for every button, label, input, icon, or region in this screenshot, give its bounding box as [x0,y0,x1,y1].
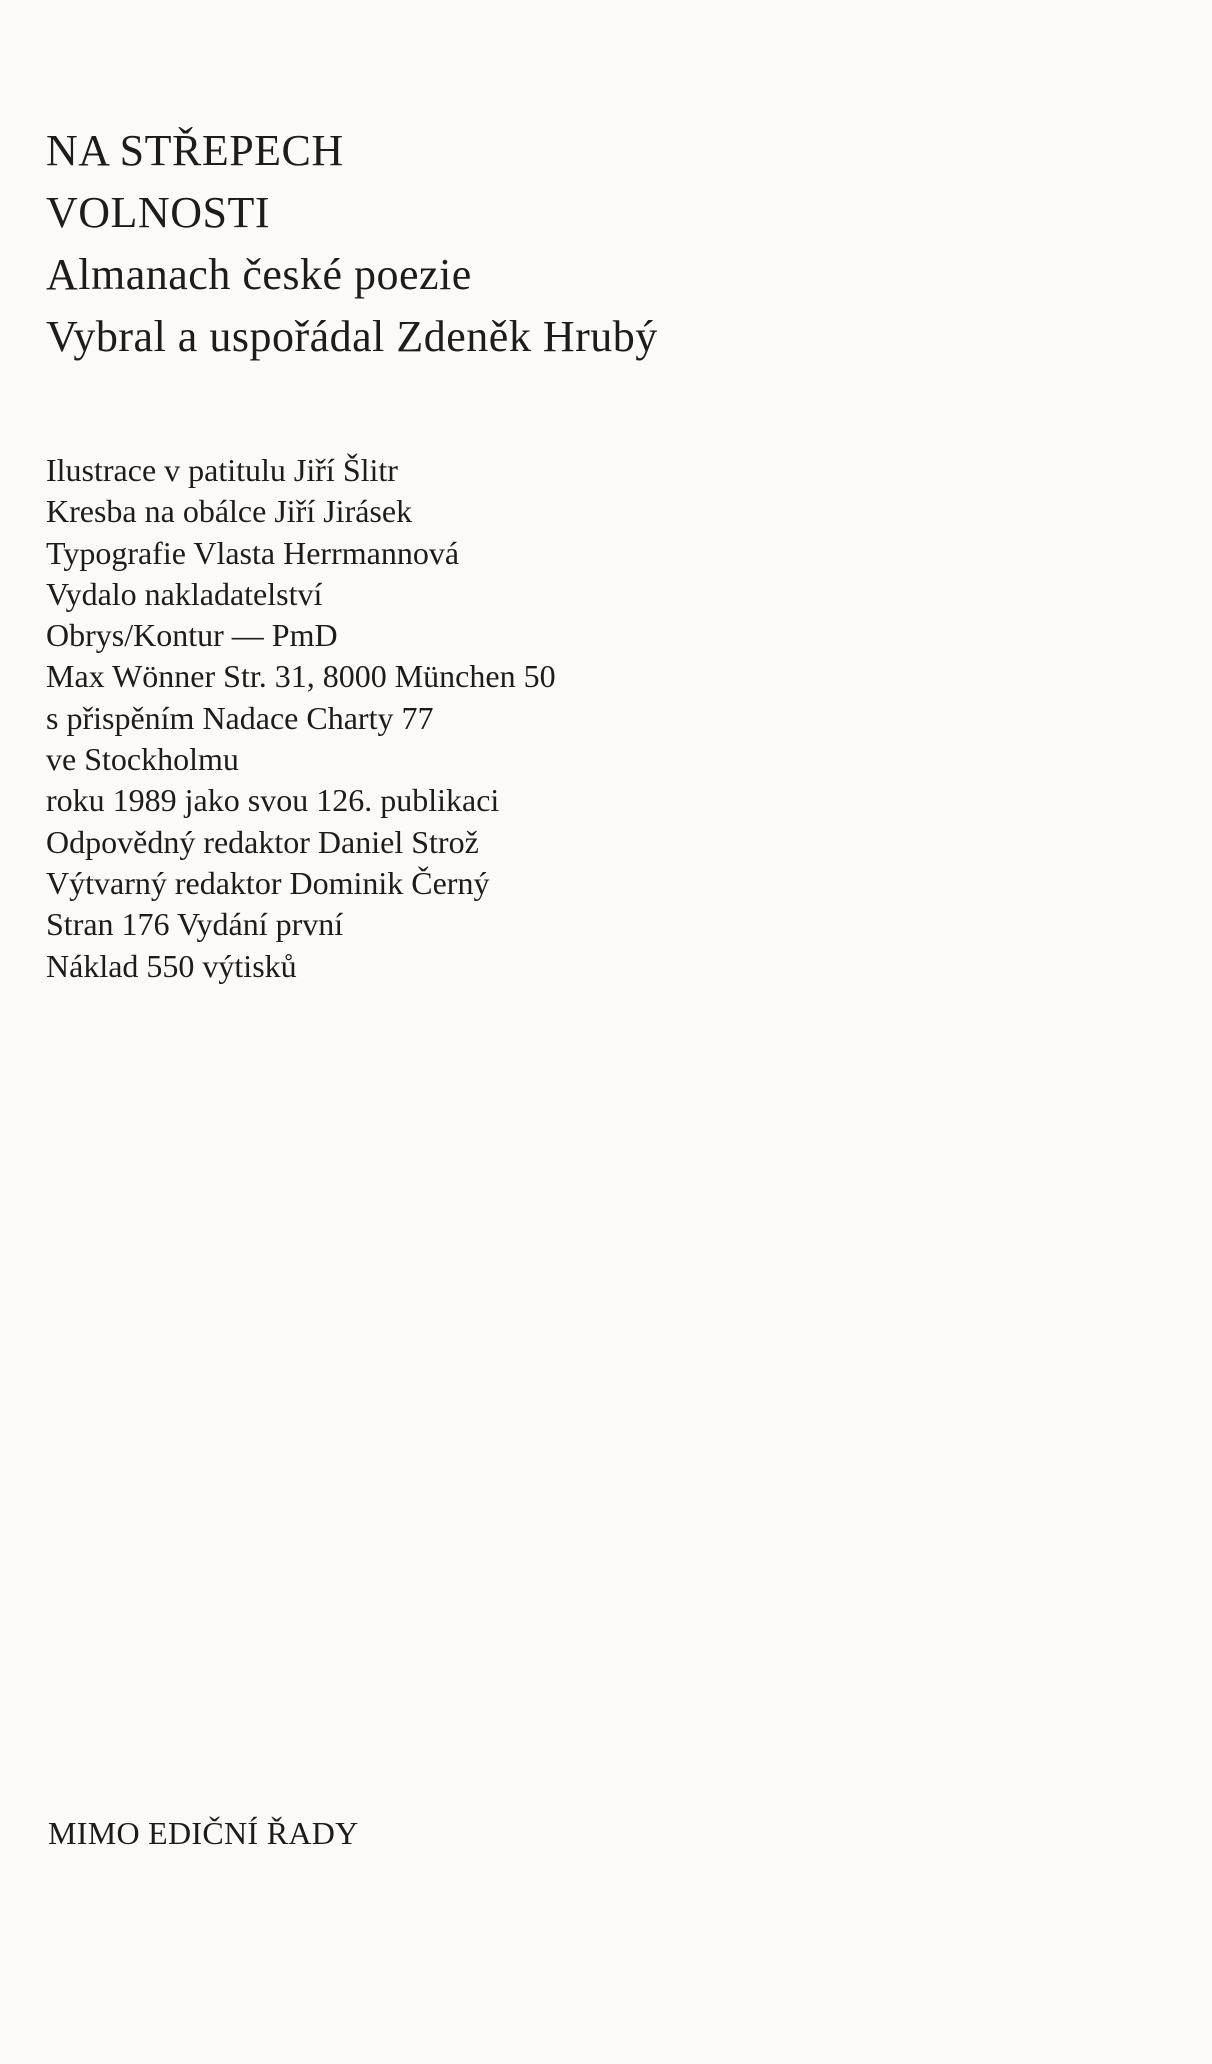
imprint-line-art-editor: Výtvarný redaktor Dominik Černý [46,864,490,901]
imprint-line-address: Max Wönner Str. 31, 8000 München 50 [46,658,556,695]
imprint-line-support: s přispěním Nadace Charty 77 [46,699,434,736]
imprint-line-city: ve Stockholmu [46,741,239,778]
imprint-line-publisher-intro: Vydalo nakladatelství [46,575,323,612]
imprint-line-pages: Stran 176 Vydání první [46,906,344,943]
editor-credit: Vybral a uspořádal Zdeněk Hrubý [46,312,658,361]
imprint-line-cover: Kresba na obálce Jiří Jirásek [46,493,413,530]
imprint-block [46,450,1046,987]
book-title-line-2: VOLNOSTI [46,188,270,237]
series-label: MIMO EDIČNÍ ŘADY [48,1815,359,1851]
title-block [46,120,1046,368]
imprint-line-illustration: Ilustrace v patitulu Jiří Šlitr [46,452,398,488]
imprint-line-year: roku 1989 jako svou 126. publikaci [46,782,500,819]
book-subtitle: Almanach české poezie [46,250,472,299]
imprint-line-print-run: Náklad 550 výtisků [46,947,297,984]
book-title-line-1: NA STŘEPECH [46,126,344,175]
imprint-line-editor: Odpovědný redaktor Daniel Strož [46,823,479,860]
imprint-line-publisher: Obrys/Kontur — PmD [46,617,338,654]
imprint-line-typography: Typografie Vlasta Herrmannová [46,534,460,571]
